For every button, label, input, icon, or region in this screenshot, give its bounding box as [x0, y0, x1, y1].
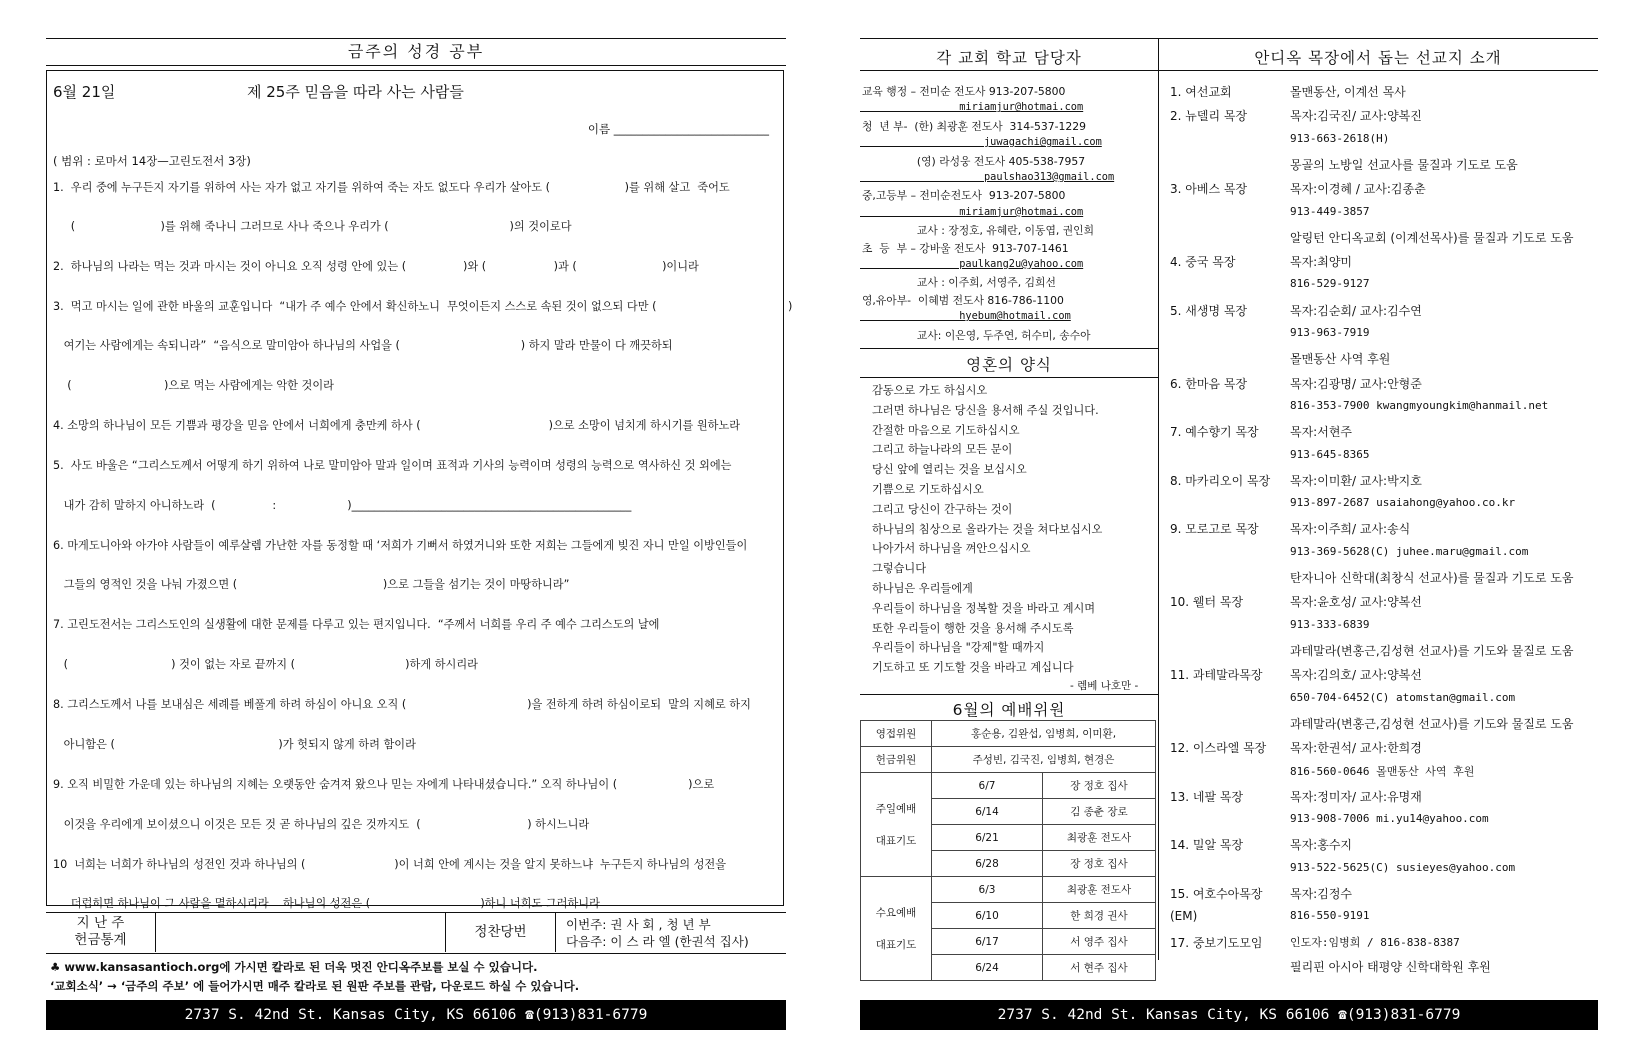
mission-title: 안디옥 목장에서 돕는 선교지 소개	[1254, 49, 1502, 67]
poem-line: 간절한 마음으로 기도하십시오	[872, 423, 1020, 437]
mission-name: 12. 이스라엘 목장	[1170, 741, 1267, 756]
staff-email: miriamjur@hotmai.com	[860, 101, 1084, 114]
question-line: ( )으로 먹는 사람에게는 악한 것이라	[53, 379, 334, 392]
wednesday-name: 서 현주 집사	[1043, 955, 1156, 981]
mission-detail: 목자:김정수	[1290, 886, 1353, 901]
mission-detail: 목자:이경혜 / 교사:김종춘	[1290, 182, 1426, 197]
poem-line: 우리들이 하나님을 "강제"할 때까지	[872, 641, 1045, 655]
worship-title: 6월의 예배위원	[952, 701, 1066, 719]
poem-top-rule	[860, 348, 1158, 349]
wednesday-prayer-label	[861, 877, 932, 981]
question-line: 8. 그리스도께서 나를 보내심은 세례를 베풀게 하려 하심이 아니요 오직 ( )을 전하게 하려 하심이로되 말의 지혜로 하지	[53, 698, 751, 711]
staff-email: miriamjur@hotmai.com	[860, 205, 1084, 218]
mission-detail: 816-529-9127	[1290, 277, 1370, 291]
question-line: 이것을 우리에게 보이셨으니 이것은 모든 것 곧 하나님의 깊은 것까지도 ( ) 하시느니라	[53, 818, 590, 831]
mission-detail: 몰맨동산 사역 후원	[1290, 352, 1391, 367]
sunday-date: 6/7	[932, 773, 1043, 799]
this-week-duty: 이번주: 권 사 회 , 청 년 부	[566, 917, 711, 932]
address-bar: 2737 S. 42nd St. Kansas City, KS 66106 ☎(913)831-6779	[46, 1000, 786, 1030]
staff-email: paulshao313@gmail.com	[860, 171, 1115, 183]
offering-label-line-1: 지 난 주	[76, 915, 125, 931]
offering-label: 헌금위원	[861, 747, 932, 773]
offering-label-line-2: 헌금통계	[74, 932, 127, 948]
mission-name: 1. 여선교회	[1170, 85, 1232, 99]
mission-name: 11. 과테말라목장	[1170, 668, 1263, 683]
offering-stats-value	[156, 913, 446, 952]
address-bar: 2737 S. 42nd St. Kansas City, KS 66106 ☎(913)831-6779	[860, 1000, 1598, 1030]
mission-detail: 목자:이주희/ 교사:송식	[1290, 522, 1411, 537]
meal-duty-schedule	[566, 916, 749, 950]
mission-detail: 인도자:임병희 / 816-838-8387	[1290, 935, 1460, 949]
mission-detail: 목자:홍수지	[1290, 838, 1353, 853]
staff-line: 초 등 부 – 강바울 전도사 913-707-1461	[862, 241, 1069, 255]
mission-name: 3. 아베스 목장	[1170, 182, 1248, 197]
question-line: 7. 고린도전서는 그리스도인의 실생활에 대한 문제를 다루고 있는 편지입니다. “주께서 너희를 우리 주 예수 그리스도의 날에	[53, 618, 660, 631]
offering-stats-label	[46, 913, 156, 952]
table-row	[861, 877, 1156, 903]
poem-source: - 렘베 나호만 -	[1070, 680, 1139, 692]
mission-detail: 913-369-5628(C) juhee.maru@gmail.com	[1290, 544, 1529, 558]
mission-name: (EM)	[1170, 909, 1198, 924]
mission-detail: 913-963-7919	[1290, 326, 1370, 339]
greeters-label: 영접위원	[861, 721, 932, 747]
question-line: ( ) 것이 없는 자로 끝까지 ( )하게 하시리라	[53, 658, 478, 671]
next-week-duty: 다음주: 이 스 라 엘 (한권석 집사)	[566, 934, 749, 949]
mission-title-rule	[1158, 70, 1598, 71]
mission-detail: 목자:최양미	[1290, 255, 1353, 270]
table-row	[861, 747, 1156, 773]
staff-email: paulkang2u@yahoo.com	[860, 258, 1084, 270]
question-line: 2. 하나님의 나라는 먹는 것과 마시는 것이 아니요 오직 성령 안에 있는 ( )와 ( )과 ( )이니라	[53, 260, 699, 273]
website-notes	[50, 958, 579, 996]
sunday-name: 장 정호 집사	[1043, 773, 1156, 799]
question-line: 5. 사도 바울은 “그리스도께서 어떻게 하기 위하여 나로 말미암아 말과 일이며 표적과 기사의 능력이며 성령의 능력으로 역사하신 것 외에는	[53, 459, 732, 472]
table-row	[861, 721, 1156, 747]
mission-detail: 650-704-6452(C) atomstan@gmail.com	[1290, 690, 1516, 704]
question-line: 4. 소망의 하나님이 모든 기쁨과 평강을 믿음 안에서 너희에게 충만케 하사 ( )으로 소망이 넘치게 하시기를 원하노라	[53, 419, 741, 432]
study-date: 6월 21일	[53, 83, 116, 101]
staff-email: juwagachi@gmail.com	[860, 136, 1102, 149]
study-box	[46, 70, 793, 910]
poem-line: 감동으로 가도 하십시오	[872, 384, 988, 397]
mission-detail: 과테말라(변홍근,김성현 선교사)를 기도와 물질로 도움	[1290, 716, 1574, 731]
mission-name: 2. 뉴델리 목장	[1170, 109, 1248, 124]
column-divider	[1158, 38, 1159, 960]
mission-name: 4. 중국 목장	[1170, 255, 1236, 270]
bible-study-header: 금주의 성경 공부	[46, 38, 786, 66]
mission-detail: 913-645-8365	[1290, 447, 1370, 461]
sunday-label-1: 주일예배	[875, 802, 917, 815]
mission-detail: 몽골의 노방일 선교사를 물질과 기도로 도움	[1290, 157, 1518, 172]
mission-detail: 913-908-7006 mi.yu14@yahoo.com	[1290, 812, 1489, 825]
poem-line: 나아가서 하나님을 껴안으십시오	[872, 542, 1031, 556]
mission-name: 13. 네팔 목장	[1170, 789, 1244, 804]
poem-line: 그러면 하나님은 당신을 용서해 주실 것입니다.	[872, 403, 1099, 417]
mission-name: 7. 예수향기 목장	[1170, 425, 1259, 440]
staff-line: 청 년 부- (한) 최광훈 전도사 314-537-1229	[862, 119, 1086, 133]
top-rule	[860, 38, 1598, 39]
wednesday-date: 6/3	[932, 877, 1043, 903]
sunday-date: 6/21	[932, 825, 1043, 851]
mission-detail: 탄자니아 신학대(최창식 선교사)를 물질과 기도로 도움	[1290, 571, 1574, 585]
question-line: 여기는 사람에게는 속되니라” “음식으로 말미암아 하나님의 사업을 ( ) 하지 말라 만물이 다 깨끗하되	[53, 339, 673, 352]
poem-text	[872, 381, 1102, 678]
poem-line: 하나님의 침상으로 올라가는 것을 쳐다보십시오	[872, 522, 1103, 536]
poem-line: 그리고 하늘나라의 모든 문이	[872, 443, 1013, 457]
staff-line: 교사 : 이주희, 서영주, 김희선	[862, 276, 1056, 290]
mission-detail: 913-449-3857	[1290, 204, 1370, 218]
wednesday-date: 6/10	[932, 903, 1043, 929]
sunday-label-2: 대표기도	[875, 834, 917, 847]
question-line: ( )를 위해 죽나니 그러므로 사나 죽으나 우리가 ( )의 것이로다	[53, 220, 572, 233]
staff-line: 교사 : 장정호, 유혜란, 이동엽, 권인희	[862, 224, 1095, 238]
offering-names: 주성빈, 김국진, 임병희, 현경은	[932, 747, 1156, 773]
question-line: 6. 마게도니아와 아가야 사람들이 예루살렘 가난한 자를 동정할 때 ‘저희가 기뻐서 하였거니와 또한 저희는 그들에게 빚진 자니 만일 이방인들이	[53, 539, 748, 552]
poem-line: 그렇습니다	[872, 562, 927, 576]
sunday-name: 최광훈 전도사	[1043, 825, 1156, 851]
mission-name: 5. 새생명 목장	[1170, 303, 1248, 318]
mission-detail: 913-522-5625(C) susieyes@yahoo.com	[1290, 860, 1516, 874]
wednesday-name: 한 희경 권사	[1043, 903, 1156, 929]
mission-detail: 816-560-0646 몰맨동산 사역 후원	[1290, 765, 1475, 779]
staff-line: 중,고등부 – 전미순전도사 913-207-5800	[862, 189, 1066, 203]
worship-table	[860, 720, 1156, 981]
footer-table	[46, 912, 786, 954]
staff-title-rule	[860, 70, 1158, 71]
question-line: 10 너희는 너희가 하나님의 성전인 것과 하나님의 ( )이 너희 안에 계시는 것을 알지 못하느냐 누구든지 하나님의 성전을	[53, 858, 727, 871]
mission-detail: 과테말라(변홍근,김성현 선교사)를 기도와 물질로 도움	[1290, 643, 1574, 658]
mission-detail: 913-333-6839	[1290, 617, 1370, 631]
mission-name: 9. 모로고로 목장	[1170, 522, 1259, 537]
staff-title: 각 교회 학교 담당자	[936, 49, 1082, 67]
poem-line: 우리들이 하나님을 정복할 것을 바라고 계시며	[872, 601, 1096, 615]
staff-line: (영) 라성웅 전도사 405-538-7957	[862, 154, 1086, 168]
name-field: 이름 ___________________________	[587, 122, 769, 136]
poem-line: 그리고 당신이 간구하는 것이	[872, 502, 1013, 516]
poem-line: 당신 앞에 열리는 것을 보십시오	[872, 463, 1027, 477]
mission-detail: 목자:김광명/ 교사:안형준	[1290, 376, 1422, 391]
sunday-name: 장 정호 집사	[1043, 851, 1156, 877]
question-line: 3. 먹고 마시는 일에 관한 바울의 교훈입니다 “내가 주 예수 안에서 확신하노니 무엇이든지 스스로 속된 것이 없으되 다만 ( )	[53, 300, 793, 313]
sunday-date: 6/28	[932, 851, 1043, 877]
wednesday-name: 서 영주 집사	[1043, 929, 1156, 955]
sunday-name: 김 종춘 장로	[1043, 799, 1156, 825]
staff-line: 교사: 이은영, 두주연, 허수미, 송수아	[862, 328, 1091, 342]
poem-line: 또한 우리들이 행한 것을 용서해 주시도록	[872, 621, 1074, 635]
wed-label-2: 대표기도	[875, 938, 917, 951]
sunday-prayer-label	[861, 773, 932, 877]
mission-detail: 목자:서현주	[1290, 425, 1353, 440]
wednesday-date: 6/24	[932, 955, 1043, 981]
staff-line: 교육 행정 – 전미순 전도사 913-207-5800	[862, 85, 1066, 98]
mission-detail: 몰맨동산, 이계선 목사	[1290, 85, 1406, 99]
staff-line: 영,유아부- 이혜범 전도사 816-786-1100	[862, 293, 1064, 307]
mission-name: 17. 중보기도모임	[1170, 935, 1263, 950]
question-line: 그들의 영적인 것을 나눠 가졌으면 ( )으로 그들을 섬기는 것이 마땅하니라”	[53, 578, 570, 591]
greeters-names: 홍순용, 김완섭, 임병희, 이미환,	[932, 721, 1156, 747]
mission-detail: 913-897-2687 usaiahong@yahoo.co.kr	[1290, 496, 1516, 510]
mission-name: 15. 여호수아목장	[1170, 886, 1263, 901]
mission-detail: 목자:김의호/ 교사:양복선	[1290, 668, 1422, 683]
question-line: 더럽히면 하나님이 그 사람을 멸하시리라 하나님의 성전은 ( )하니 너희도 그러하니라	[53, 897, 600, 910]
meal-duty-label: 정찬당번	[446, 913, 556, 952]
poem-line: 기도하고 또 기도할 것을 바라고 계십니다	[872, 661, 1074, 675]
table-row	[861, 773, 1156, 799]
mission-detail: 목자:김국진/ 교사:양복진	[1290, 109, 1422, 124]
mission-detail: 목자:한권석/ 교사:한희경	[1290, 741, 1422, 756]
question-line: 아니함은 ( )가 헛되지 않게 하려 함이라	[53, 738, 416, 751]
mission-detail: 816-550-9191	[1290, 909, 1370, 923]
mission-detail: 목자:정미자/ 교사:유명재	[1290, 789, 1422, 804]
poem-title: 영혼의 양식	[966, 356, 1052, 374]
mission-name: 10. 웰터 목장	[1170, 595, 1244, 610]
lesson-title: 제 25주 믿음을 따라 사는 사람들	[247, 83, 464, 101]
question-line: 1. 우리 중에 누구든지 자기를 위하여 사는 자가 없고 자기를 위하여 죽는 자도 없도다 우리가 살아도 ( )를 위해 살고 죽어도	[53, 181, 730, 194]
question-line: 9. 오직 비밀한 가운데 있는 하나님의 지혜는 오랫동안 숨겨져 왔으나 믿는 자에게 나타내셨습니다.” 오직 하나님이 ( )으로	[53, 778, 715, 791]
worship-top-rule	[860, 694, 1158, 695]
poem-line: 기쁨으로 기도하십시오	[872, 482, 984, 496]
mission-name: 8. 마카리오이 목장	[1170, 473, 1271, 488]
mission-detail: 목자:이미환/ 교사:박지호	[1290, 473, 1422, 488]
website-note-1: ♣ www.kansasantioch.org에 가시면 칼라로 된 더욱 멋진 안디옥주보를 보실 수 있습니다.	[50, 960, 538, 974]
mission-detail: 목자:윤호성/ 교사:양복선	[1290, 595, 1422, 610]
study-range: ( 범위 : 로마서 14장—고린도전서 3장)	[53, 154, 251, 168]
mission-detail: 알링턴 안디옥교회 (이계선목사)를 물질과 기도로 도움	[1290, 230, 1574, 245]
mission-name: 6. 한마음 목장	[1170, 376, 1248, 391]
wednesday-name: 최광훈 전도사	[1043, 877, 1156, 903]
wednesday-date: 6/17	[932, 929, 1043, 955]
mission-name: 14. 밀알 목장	[1170, 838, 1244, 853]
mission-detail: 816-353-7900 kwangmyoungkim@hanmail.net	[1290, 398, 1549, 412]
poem-title-rule	[860, 377, 1158, 378]
mission-detail: 913-663-2618(H)	[1290, 131, 1390, 145]
website-note-2: ‘교회소식’ → ‘금주의 주보’ 에 들어가시면 매주 칼라로 된 원판 주보를 관람, 다운로드 하실 수 있습니다.	[50, 979, 580, 993]
question-line: 내가 감히 말하지 아니하노라 ( : )__________________________________________________	[53, 499, 632, 512]
staff-email: hyebum@hotmail.com	[860, 310, 1071, 323]
wed-label-1: 수요예배	[875, 906, 917, 919]
mission-detail: 필리핀 아시아 태평양 신학대학원 후원	[1290, 959, 1491, 974]
mission-detail: 목자:김순회/ 교사:김수연	[1290, 303, 1422, 318]
poem-line: 하나님은 우리들에게	[872, 581, 973, 595]
sunday-date: 6/14	[932, 799, 1043, 825]
